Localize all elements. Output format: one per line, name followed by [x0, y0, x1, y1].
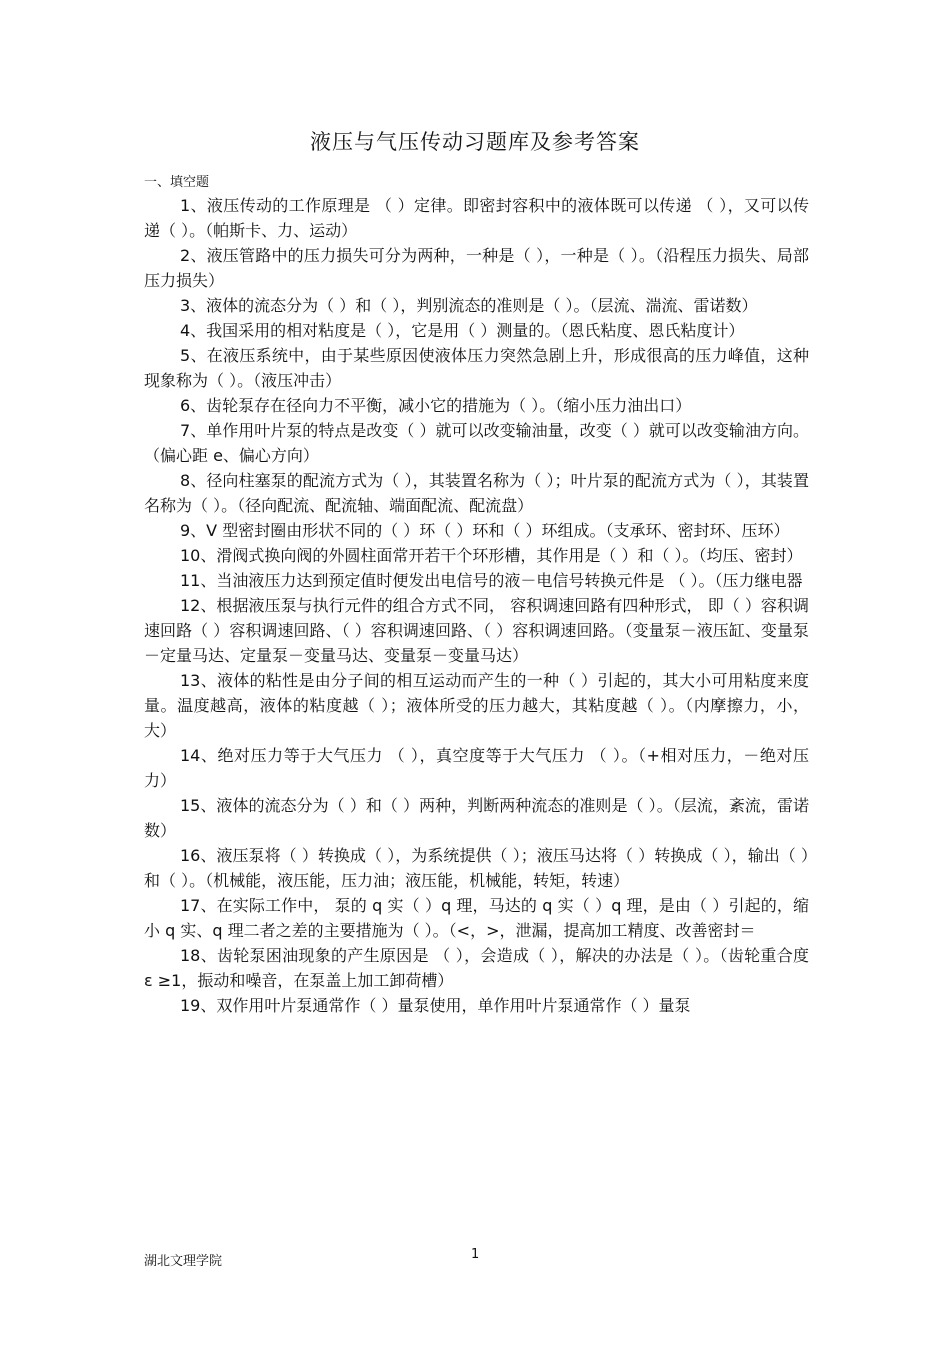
question-item: 8、径向柱塞泵的配流方式为（ ），其装置名称为（ ）；叶片泵的配流方式为（ ），其装置名称为（ ）。（径向配流、配流轴、端面配流、配流盘）: [144, 471, 809, 515]
question-item: 18、齿轮泵困油现象的产生原因是 （ ），会造成（ ），解决的办法是（ ）。（齿轮重合度 ε ≥1，振动和噪音，在泵盖上加工卸荷槽）: [144, 946, 809, 990]
section-heading: 一、填空题: [144, 175, 210, 190]
question-item: 7、单作用叶片泵的特点是改变（ ）就可以改变输油量，改变（ ）就可以改变输油方向。（偏心距 e、偏心方向）: [144, 421, 809, 465]
question-item: 9、V 型密封圈由形状不同的（ ）环（ ）环和（ ）环组成。（支承环、密封环、压环）: [180, 521, 790, 540]
question-item: 5、在液压系统中，由于某些原因使液体压力突然急剧上升，形成很高的压力峰值，这种现象称为（ ）。（液压冲击）: [144, 346, 809, 390]
question-item: 10、滑阀式换向阀的外圆柱面常开若干个环形槽，其作用是（ ）和（ ）。（均压、密封）: [180, 546, 803, 565]
question-item: 1、液压传动的工作原理是 （ ）定律。即密封容积中的液体既可以传递 （ ），又可以传递（ ）。（帕斯卡、力、运动）: [144, 196, 809, 240]
question-item: 2、液压管路中的压力损失可分为两种，一种是（ ），一种是（ ）。（沿程压力损失、局部压力损失）: [144, 246, 809, 290]
question-item: 13、液体的粘性是由分子间的相互运动而产生的一种（ ）引起的，其大小可用粘度来度量。温度越高，液体的粘度越（ ）；液体所受的压力越大，其粘度越（ ）。（内摩擦力，小，大）: [144, 671, 809, 740]
question-item: 12、根据液压泵与执行元件的组合方式不同， 容积调速回路有四种形式， 即（ ）容积调速回路（ ）容积调速回路、（ ）容积调速回路、（ ）容积调速回路。（变量泵－液压缸、变量泵－定量马达、定量泵－变量马达、变量泵－变量马达）: [144, 596, 809, 665]
question-item: 19、双作用叶片泵通常作（ ）量泵使用，单作用叶片泵通常作（ ）量泵: [180, 996, 691, 1015]
question-item: 14、绝对压力等于大气压力 （ ），真空度等于大气压力 （ ）。（+相对压力，－绝对压力）: [144, 746, 809, 790]
question-list: [144, 193, 809, 1018]
question-item: 6、齿轮泵存在径向力不平衡，减小它的措施为（ ）。（缩小压力油出口）: [180, 396, 692, 415]
question-item: 15、液体的流态分为（ ）和（ ）两种，判断两种流态的准则是（ ）。（层流，紊流，雷诺数）: [144, 796, 809, 840]
question-item: 16、液压泵将（ ）转换成（ ），为系统提供（ ）；液压马达将（ ）转换成（ ），输出（ ）和（ ）。（机械能，液压能，压力油；液压能，机械能，转矩，转速）: [144, 846, 809, 890]
question-item: 11、当油液压力达到预定值时便发出电信号的液－电信号转换元件是 （ ）。（压力继电器: [180, 571, 803, 590]
footer-school: 湖北文理学院: [144, 1254, 223, 1269]
question-item: 17、在实际工作中， 泵的 q 实（ ）q 理，马达的 q 实（ ）q 理，是由（ ）引起的，缩小 q 实、q 理二者之差的主要措施为（ ）。（<，>，泄漏，提高加工精度、改善密封＝: [144, 896, 809, 940]
document-title: 液压与气压传动习题库及参考答案: [310, 130, 640, 154]
question-item: 3、液体的流态分为（ ）和（ ），判别流态的准则是（ ）。（层流、湍流、雷诺数）: [180, 296, 758, 315]
question-item: 4、我国采用的相对粘度是（ ），它是用（ ）测量的。（恩氏粘度、恩氏粘度计）: [180, 321, 745, 340]
page-number: 1: [471, 1247, 480, 1262]
